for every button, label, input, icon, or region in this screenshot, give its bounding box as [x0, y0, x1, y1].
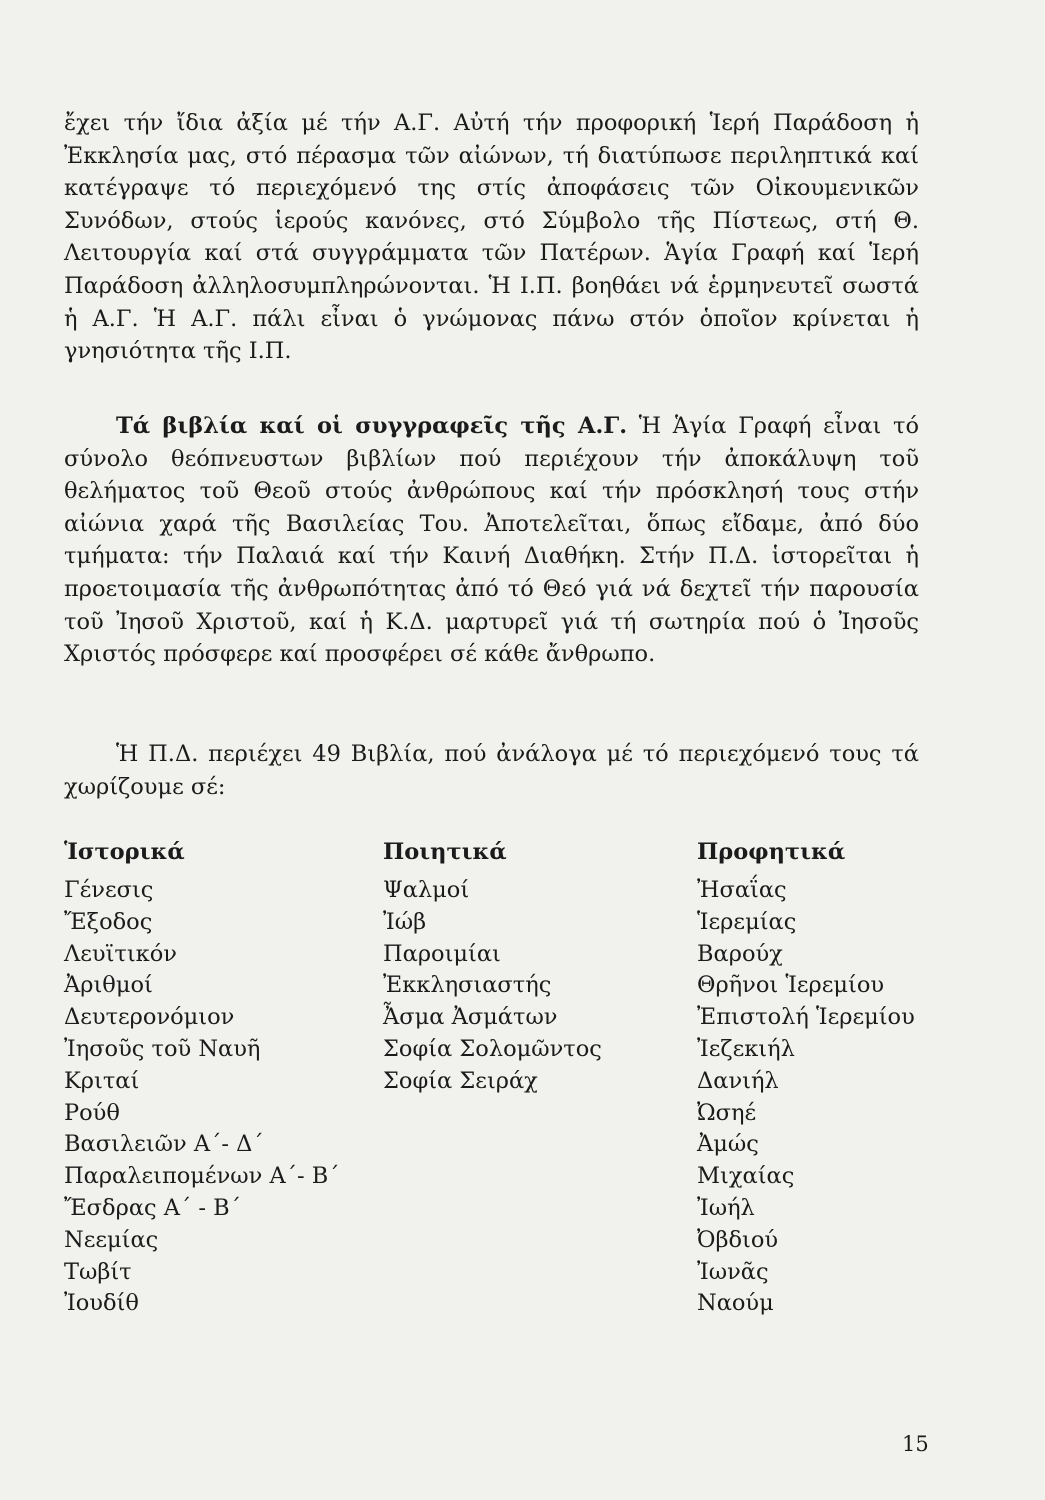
list-item: Ἰεζεκιήλ — [697, 1035, 795, 1062]
list-item: Βαρούχ — [697, 940, 783, 967]
column-historical — [64, 837, 339, 1320]
list-item: Νεεμίας — [64, 1226, 159, 1253]
list-item: Γένεσις — [64, 877, 154, 903]
list-item: Κριταί — [64, 1067, 140, 1094]
list-item: Ρούθ — [64, 1099, 120, 1126]
column-heading: Προφητικά — [697, 839, 846, 865]
paragraph-books-and-authors — [64, 410, 919, 671]
list-item: Ἔξοδος — [64, 908, 153, 935]
paragraph-tradition: ἔχει τήν ἴδια ἀξία μέ τήν Α.Γ. Αὐτή τήν προφορική Ἱερή Παράδοση ἡ Ἐκκλησία μας, στό πέρασμα τῶν αἰώνων, τή διατύπωσε περιληπτικά καί κατέγραψε τό περιεχόμενό της στίς ἀποφάσεις τῶν Οἰκουμενικῶν Συνόδων, στούς ἱερούς κανόνες, στό Σύμβολο τῆς Πίστεως, στή Θ. Λειτουργία καί στά συγγράμματα τῶν Πατέρων. Ἁγία Γραφή καί Ἱερή Παράδοση ἀλληλοσυμπληρώνονται. Ἡ Ι.Π. βοηθάει νά ἑρμηνευτεῖ σωστά ἡ Α.Γ. Ἡ Α.Γ. πάλι εἶναι ὁ γνώμονας πάνω στόν ὁποῖον κρίνεται ἡ γνησιότητα τῆς Ι.Π. — [64, 110, 919, 365]
column-poetic — [383, 837, 602, 1098]
column-heading: Ποιητικά — [383, 839, 507, 865]
list-item: Μιχαίας — [697, 1163, 795, 1190]
list-item: Ἱερεμίας — [697, 908, 797, 935]
list-item: Παροιμίαι — [383, 940, 501, 967]
list-item: Ναούμ — [697, 1290, 774, 1317]
list-item: Ἰησοῦς τοῦ Ναυῆ — [64, 1035, 261, 1062]
list-item: Ἰουδίθ — [64, 1290, 139, 1317]
list-item: Δευτερονόμιον — [64, 1004, 235, 1031]
list-item: Ψαλμοί — [383, 877, 470, 903]
book-list — [697, 875, 915, 1320]
list-item: Ἰωήλ — [697, 1194, 755, 1221]
list-item: Ἐπιστολή Ἱερεμίου — [697, 1004, 915, 1031]
list-item: Ἠσαΐας — [697, 877, 787, 903]
list-item: Ὀβδιού — [697, 1226, 779, 1253]
list-item: Ἀμώς — [697, 1131, 759, 1158]
paragraph-body: Ἡ Ἁγία Γραφή εἶναι τό σύνολο θεόπνευστων βιβλίων πού περιέχουν τήν ἀποκάλυψη τοῦ θελήματος τοῦ Θεοῦ στούς ἀνθρώπους καί τήν πρόσκλησή τους στήν αἰώνια χαρά τῆς Βασιλείας Του. Ἀποτελεῖται, ὅπως εἴδαμε, ἀπό δύο τμήματα: τήν Παλαιά καί τήν Καινή Διαθήκη. Στήν Π.Δ. ἱστορεῖται ἡ προετοιμασία τῆς ἀνθρωπότητας ἀπό τό Θεό γιά νά δεχτεῖ τήν παρουσία τοῦ Ἰησοῦ Χριστοῦ, καί ἡ Κ.Δ. μαρτυρεῖ γιά τή σωτηρία πού ὁ Ἰησοῦς Χριστός πρόσφερε καί προσφέρει σέ κάθε ἄνθρωπο. — [64, 413, 920, 668]
book-list — [64, 875, 339, 1320]
book-list — [383, 875, 602, 1098]
page-number: 15 — [902, 1432, 929, 1456]
list-item: Σοφία Σειράχ — [383, 1067, 538, 1094]
section-heading: Τά βιβλία καί οἱ συγγραφεῖς τῆς Α.Γ. — [116, 413, 628, 439]
list-item: Ὠσηέ — [697, 1099, 757, 1126]
list-item: Ἀριθμοί — [64, 972, 153, 999]
list-item: Θρῆνοι Ἱερεμίου — [697, 972, 885, 999]
list-item: Τωβίτ — [64, 1258, 132, 1285]
list-item: Ἆσμα Ἀσμάτων — [383, 1004, 558, 1031]
list-item: Βασιλειῶν Α΄- Δ΄ — [64, 1131, 264, 1158]
list-item: Ἰωνᾶς — [697, 1258, 769, 1285]
list-item: Δανιήλ — [697, 1067, 779, 1094]
column-heading: Ἱστορικά — [64, 839, 185, 865]
list-item: Λευϊτικόν — [64, 940, 177, 967]
column-prophetic — [697, 837, 915, 1320]
list-item: Ἰώβ — [383, 908, 427, 935]
list-item: Παραλειπομένων Α΄- Β΄ — [64, 1163, 340, 1190]
list-item: Σοφία Σολομῶντος — [383, 1035, 602, 1062]
paragraph-ot-books: Ἡ Π.Δ. περιέχει 49 Βιβλία, πού ἀνάλογα μέ τό περιεχόμενό τους τά χωρίζουμε σέ: — [64, 741, 919, 800]
list-item: Ἔσδρας Α΄ - Β΄ — [64, 1194, 241, 1221]
list-item: Ἐκκλησιαστής — [383, 972, 552, 999]
